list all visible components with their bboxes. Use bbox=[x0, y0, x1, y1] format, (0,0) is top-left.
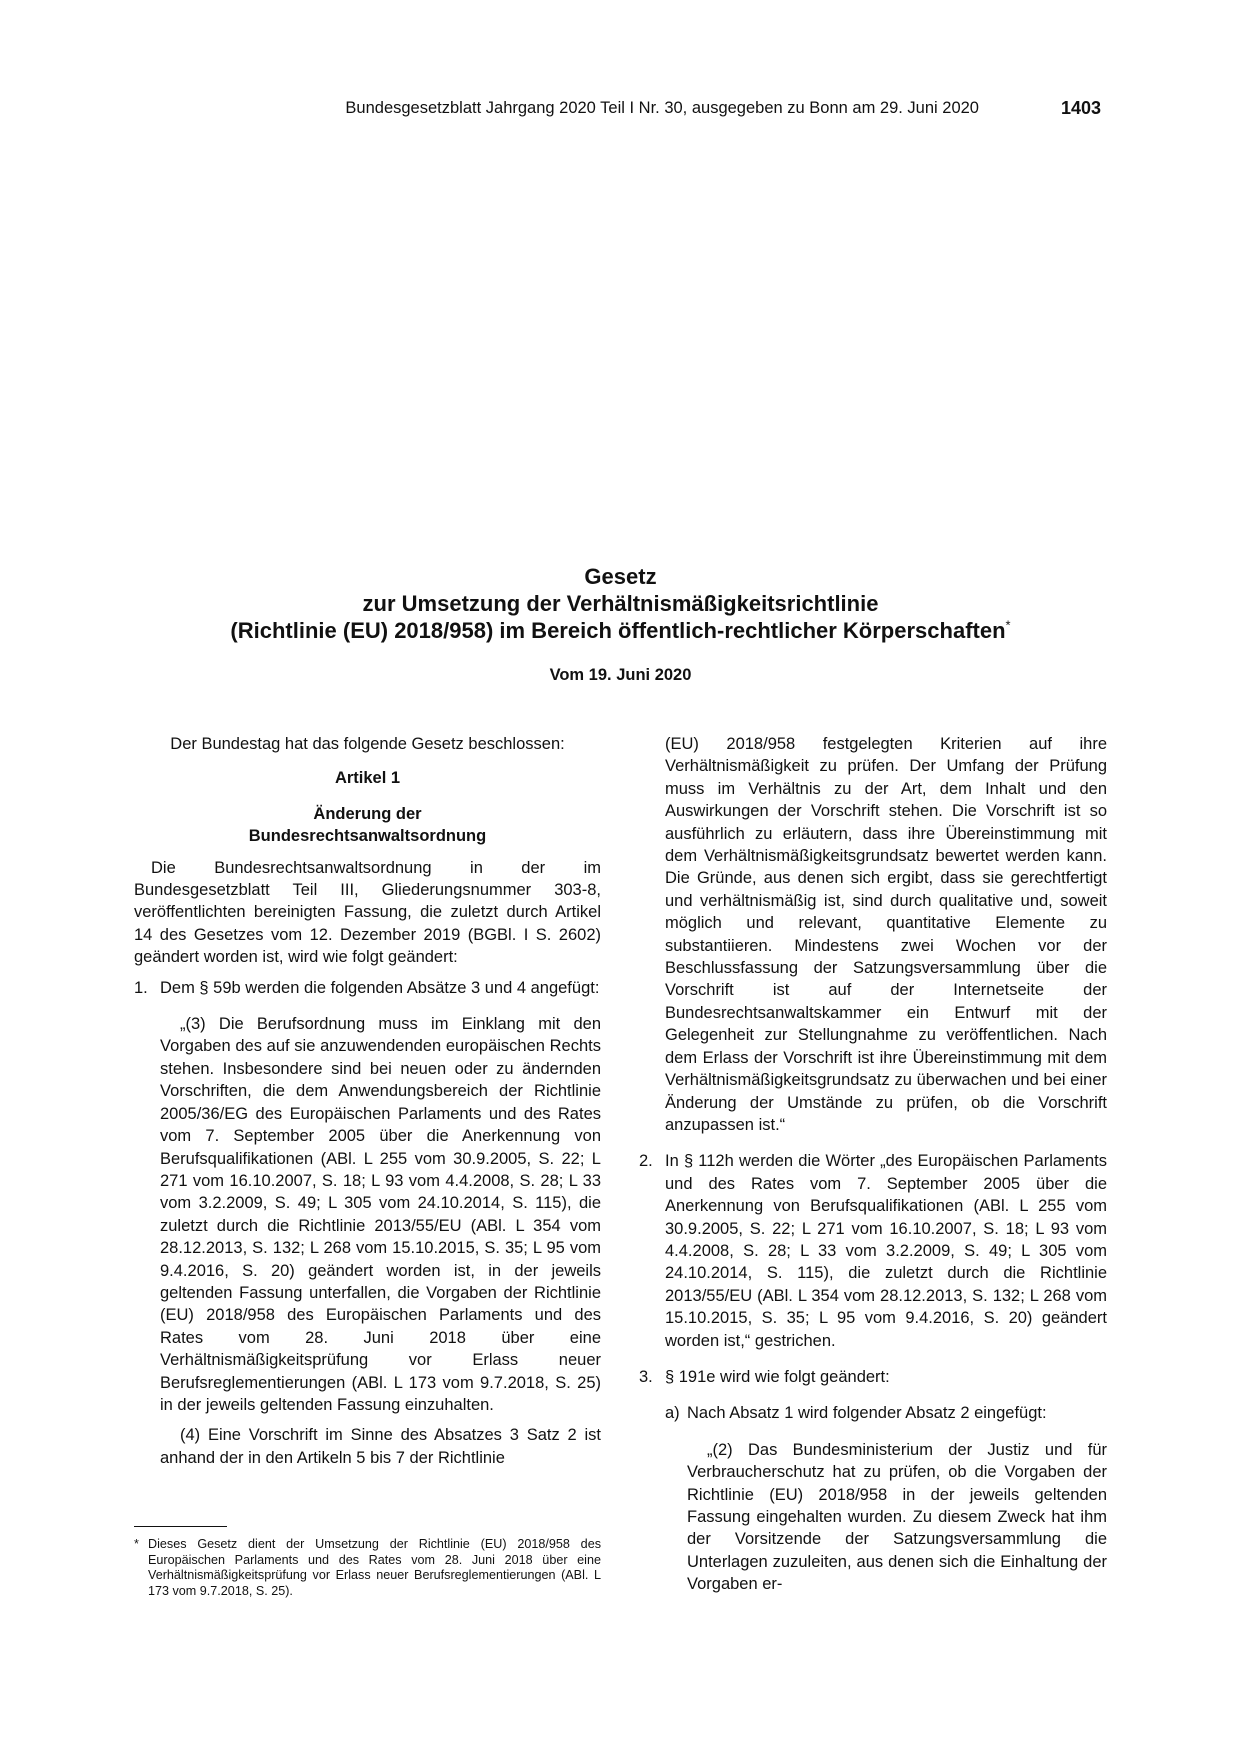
enactment-clause: Der Bundestag hat das folgende Gesetz beschlossen: bbox=[170, 735, 565, 753]
title-line-1: Gesetz bbox=[584, 564, 657, 589]
footnote-divider bbox=[134, 1526, 227, 1527]
quoted-paragraph-4-continued: (EU) 2018/958 festgelegten Kriterien auf ihre Verhältnismäßigkeit zu prüfen. Der Umfang der Prüfung muss im Verhältnis zu der Art, dem Inhalt und den Auswirkungen der Vorschrift stehen. Die Vorschrift ist so ausführlich zu erläutern, dass ihre Übereinstimmung mit dem Verhältnismäßigkeitsgrundsatz bewertet werden kann. Die Gründe, aus denen sich ergibt, dass sie gerechtfertigt und verhältnismäßig ist, sind durch qualitative und, soweit möglich und relevant, quantitative Elemente zu substantiieren. Mindestens zwei Wochen vor der Beschlussfassung der Satzungsversammlung über die Vorschrift ist auf der Internetseite der Bundesrechtsanwaltskammer ein Entwurf mit der Gelegenheit zur Stellungnahme zu veröffentlichen. Nach dem Erlass der Vorschrift ist ihre Übereinstimmung mit dem Verhältnismäßigkeitsgrundsatz zu überwachen und bei einer Änderung der Umstände zu prüfen, ob die Vorschrift anzupassen ist.“ bbox=[665, 735, 1107, 1134]
article-title bbox=[134, 803, 601, 848]
footnote bbox=[134, 1537, 601, 1600]
footnote-mark: * bbox=[134, 1537, 139, 1551]
article-title-line-1: Änderung der bbox=[313, 804, 422, 823]
running-header bbox=[0, 99, 1241, 125]
quoted-paragraph-3: „(3) Die Berufsordnung muss im Einklang mit den Vorgaben des auf sie anzuwendenden europäischen Rechts stehen. Insbesondere sind bei neuen oder zu ändernden Vorschriften, die dem Anwendungsbereich der Richtlinie 2005/36/EG des Europäischen Parlaments und des Rates vom 7. September 2005 über die Anerkennung von Berufsqualifikationen (ABl. L 255 vom 30.9.2005, S. 22; L 271 vom 16.10.2007, S. 18; L 93 vom 4.4.2008, S. 28; L 33 vom 3.2.2009, S. 49; L 305 vom 24.10.2014, S. 115), die zuletzt durch die Richtlinie 2013/55/EU (ABl. L 354 vom 28.12.2013, S. 132; L 268 vom 15.10.2015, S. 35; L 95 vom 9.4.2016, S. 20) geändert worden ist, in der jeweils geltenden Fassung unterfallen, die Vorgaben der Richtlinie (EU) 2018/958 des Europäischen Parlaments und des Rates vom 28. Juni 2018 über eine Verhältnismäßigkeitsprüfung vor Erlass neuer Berufsreglementierungen (ABl. L 173 vom 9.7.2018, S. 25) in der jeweils geltenden Fassung einzuhalten. bbox=[160, 1015, 601, 1414]
title-line-3-text: (Richtlinie (EU) 2018/958) im Bereich öffentlich-rechtlicher Körperschaften bbox=[230, 618, 1006, 643]
quoted-paragraph-4-start: (4) Eine Vorschrift im Sinne des Absatzes 3 Satz 2 ist anhand der in den Artikeln 5 bis 7 der Richtlinie bbox=[160, 1426, 601, 1467]
sub-item-a bbox=[665, 1402, 1107, 1424]
page-number: 1403 bbox=[1060, 98, 1101, 118]
list-item-number: 3. bbox=[639, 1367, 653, 1386]
list-item-2 bbox=[639, 1150, 1107, 1352]
running-title: Bundesgesetzblatt Jahrgang 2020 Teil I Nr. 30, ausgegeben zu Bonn am 29. Juni 2020 bbox=[345, 99, 979, 117]
footnote-text: Dieses Gesetz dient der Umsetzung der Richtlinie (EU) 2018/958 des Europäischen Parlaments und des Rates vom 28. Juni 2018 über eine Verhältnismäßigkeitsprüfung vor Erlass neuer Berufsreglementierungen (ABl. L 173 vom 9.7.2018, S. 25). bbox=[148, 1537, 601, 1599]
article-preamble: Die Bundesrechtsanwaltsordnung in der im Bundesgesetzblatt Teil III, Gliederungsnummer 303-8, veröffentlichten bereinigten Fassung, die zuletzt durch Artikel 14 des Gesetzes vom 12. Dezember 2019 (BGBl. I S. 2602) geändert worden ist, wird wie folgt geändert: bbox=[134, 858, 601, 967]
list-item-number: 2. bbox=[639, 1152, 653, 1171]
list-item-3 bbox=[639, 1366, 1107, 1388]
quoted-paragraph-2: „(2) Das Bundesministerium der Justiz und für Verbraucherschutz hat zu prüfen, ob die Vorgaben der Richtlinie (EU) 2018/958 in der jeweils geltenden Fassung eingehalten wurden. Zu diesem Zweck hat ihm der Vorsitzende der Satzungsversammlung die Unterlagen zuzuleiten, aus denen sich die Einhaltung der Vorgaben er- bbox=[687, 1440, 1107, 1594]
title-line-3 bbox=[0, 617, 1241, 644]
title-footnote-mark[interactable]: * bbox=[1005, 617, 1011, 633]
list-item-text: § 191e wird wie folgt geändert: bbox=[665, 1367, 890, 1386]
list-item-text: In § 112h werden die Wörter „des Europäischen Parlaments und des Rates vom 7. September 2005 über die Anerkennung von Berufsqualifikationen (ABl. L 255 vom 30.9.2005, S. 22; L 271 vom 16.10.2007, S. 18; L 93 vom 4.4.2008, S. 28; L 33 vom 3.2.2009, S. 49; L 305 vom 24.10.2014, S. 115), die zuletzt durch die Richtlinie 2013/55/EU (ABl. L 354 vom 28.12.2013, S. 132; L 268 vom 15.10.2015, S. 35; L 95 vom 9.4.2016, S. 20) geändert worden ist,“ gestrichen. bbox=[665, 1152, 1107, 1350]
list-item-number: 1. bbox=[134, 978, 148, 997]
law-date: Vom 19. Juni 2020 bbox=[549, 666, 692, 684]
list-item-text: Dem § 59b werden die folgenden Absätze 3 und 4 angefügt: bbox=[160, 978, 600, 997]
law-title bbox=[0, 563, 1241, 644]
title-line-2: zur Umsetzung der Verhältnismäßigkeitsrichtlinie bbox=[362, 591, 879, 616]
left-column bbox=[134, 733, 601, 1469]
sub-item-label: a) bbox=[665, 1404, 680, 1423]
article-title-line-2: Bundesrechtsanwaltsordnung bbox=[248, 827, 487, 846]
sub-item-text: Nach Absatz 1 wird folgender Absatz 2 eingefügt: bbox=[687, 1404, 1047, 1423]
right-column bbox=[639, 733, 1107, 1596]
list-item-1 bbox=[134, 977, 601, 999]
article-number: Artikel 1 bbox=[334, 769, 401, 788]
